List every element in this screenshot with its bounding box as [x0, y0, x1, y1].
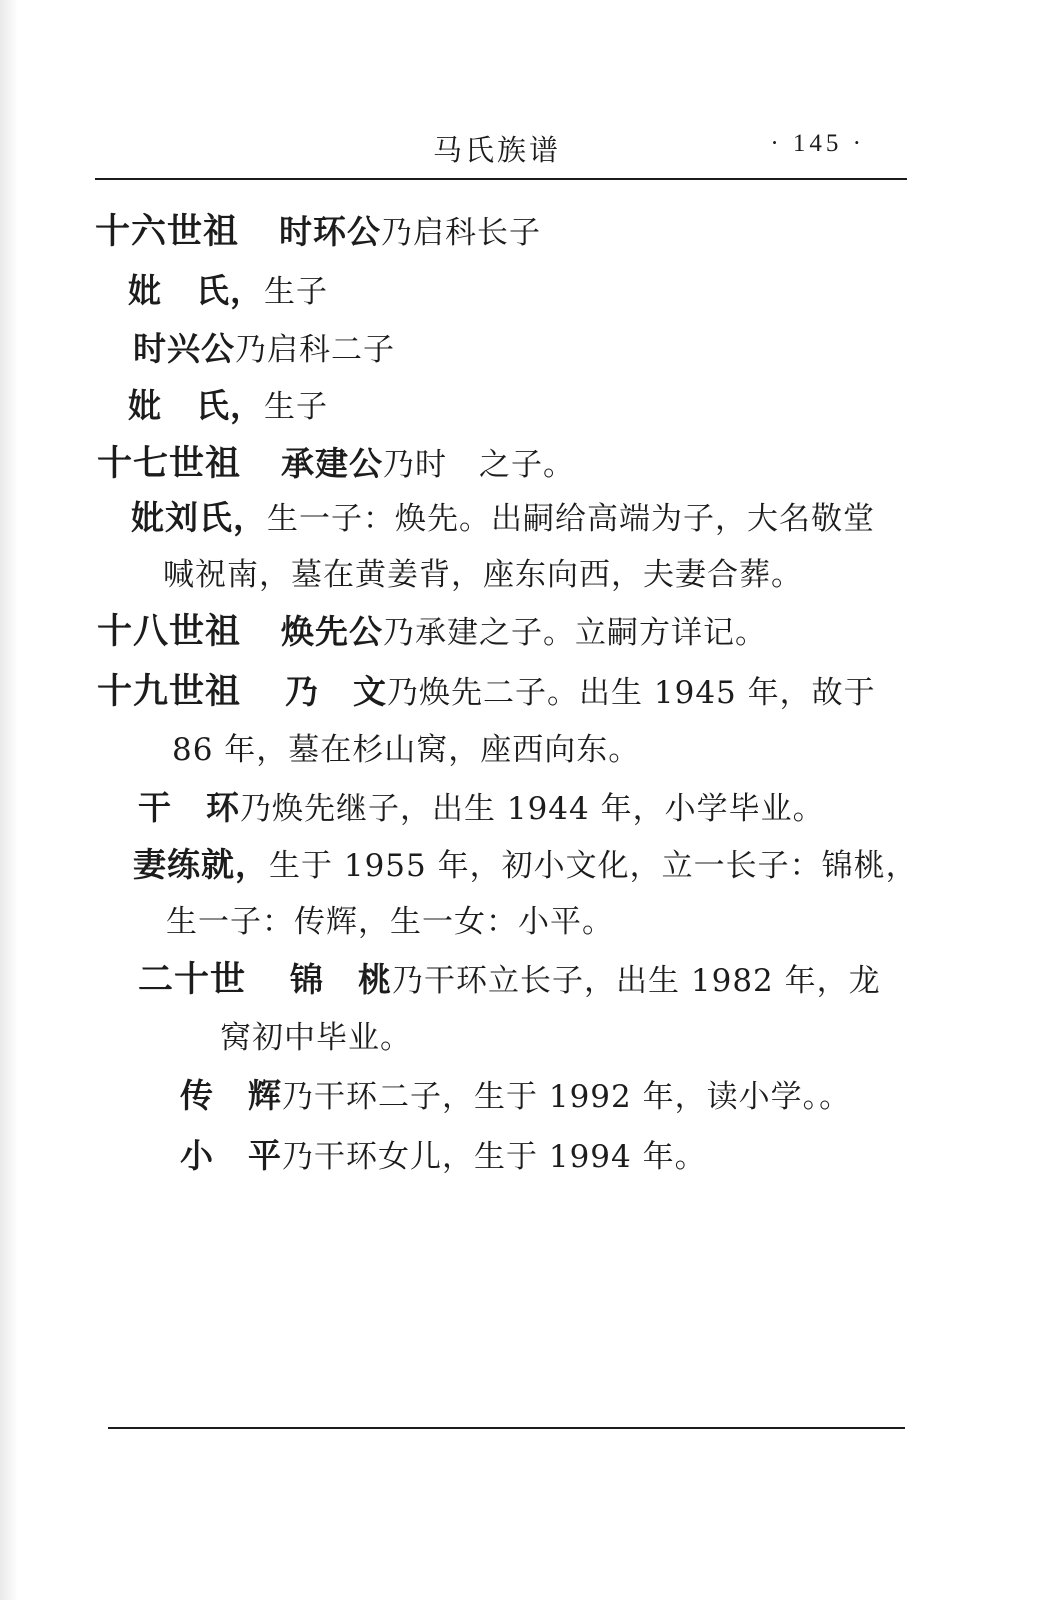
generation-label: 二十世 [138, 960, 247, 1000]
entry-text: 乃启科长子 [381, 215, 542, 251]
entry-text: 乃承建之子。立嗣方详记。 [383, 615, 768, 651]
ancestor-name: 干 环 [138, 788, 240, 827]
entry-text: 86 年，墓在杉山窝，座西向东。 [172, 732, 641, 768]
ancestor-name: 焕先公 [281, 612, 384, 651]
genealogy-entry-continuation [220, 1018, 412, 1058]
entry-text: 乃干环二子，生于 1992 年，读小学。。 [282, 1079, 852, 1115]
page-scan-edge [0, 0, 18, 1600]
ancestor-name: 乃 文 [285, 672, 388, 711]
entry-text: 乃启科二子 [235, 332, 395, 368]
spouse-name: 妻练就， [133, 845, 269, 884]
running-head [95, 128, 905, 168]
entry-text: 乃干环女儿，生于 1994 年。 [282, 1139, 707, 1175]
genealogy-entry [128, 271, 328, 312]
genealogy-entry [131, 498, 875, 539]
genealogy-entry [180, 1076, 851, 1117]
entry-text: 窝初中毕业。 [220, 1020, 412, 1056]
entry-text: 乃焕先二子。出生 1945 年，故于 [387, 675, 876, 711]
book-title: 马氏族谱 [433, 133, 562, 167]
spouse-name: 妣 氏， [128, 271, 264, 310]
header-rule [95, 178, 907, 180]
genealogy-entry-continuation [172, 730, 640, 770]
genealogy-entry [138, 960, 881, 1001]
ancestor-name: 时环公 [279, 212, 382, 251]
entry-text: 乃焕先继子，出生 1944 年，小学毕业。 [240, 791, 825, 827]
ancestor-name: 锦 桃 [290, 960, 393, 999]
entry-text: 生子 [264, 274, 328, 310]
genealogy-entry [97, 672, 876, 713]
entry-text: 生子 [264, 389, 328, 425]
generation-label: 十八世祖 [97, 612, 242, 652]
generation-label: 十九世祖 [97, 672, 242, 712]
genealogy-entry [133, 845, 918, 886]
ancestor-name: 传 辉 [180, 1076, 282, 1115]
entry-text: 生一子：传辉，生一女：小平。 [166, 904, 614, 940]
genealogy-entry [97, 444, 575, 485]
genealogy-entry-continuation [166, 902, 614, 942]
entry-text: 生于 1955 年，初小文化，立一长子：锦桃， [269, 848, 918, 884]
genealogy-entry [133, 329, 395, 370]
genealogy-entry [180, 1136, 707, 1177]
entry-text: 乃时 之子。 [383, 447, 576, 483]
ancestor-name: 承建公 [281, 444, 384, 483]
spouse-name: 妣 氏， [128, 386, 264, 425]
generation-label: 十六世祖 [95, 212, 240, 252]
ancestor-name: 小 平 [180, 1136, 282, 1175]
genealogy-entry [97, 612, 767, 653]
genealogy-entry [138, 788, 825, 829]
entry-text: 喊祝南，墓在黄姜背，座东向西，夫妻合葬。 [163, 557, 803, 593]
genealogy-entry [128, 386, 328, 427]
genealogy-entry-continuation [163, 555, 803, 595]
footer-rule [108, 1427, 905, 1429]
ancestor-name: 时兴公 [133, 329, 235, 368]
generation-label: 十七世祖 [97, 444, 242, 484]
entry-text: 生一子：焕先。出嗣给高端为子，大名敬堂 [267, 501, 875, 537]
spouse-name: 妣刘氏， [131, 498, 267, 537]
page-number: · 145 · [770, 130, 865, 157]
genealogy-entry [95, 212, 541, 253]
entry-text: 乃干环立长子，出生 1982 年，龙 [392, 963, 881, 999]
